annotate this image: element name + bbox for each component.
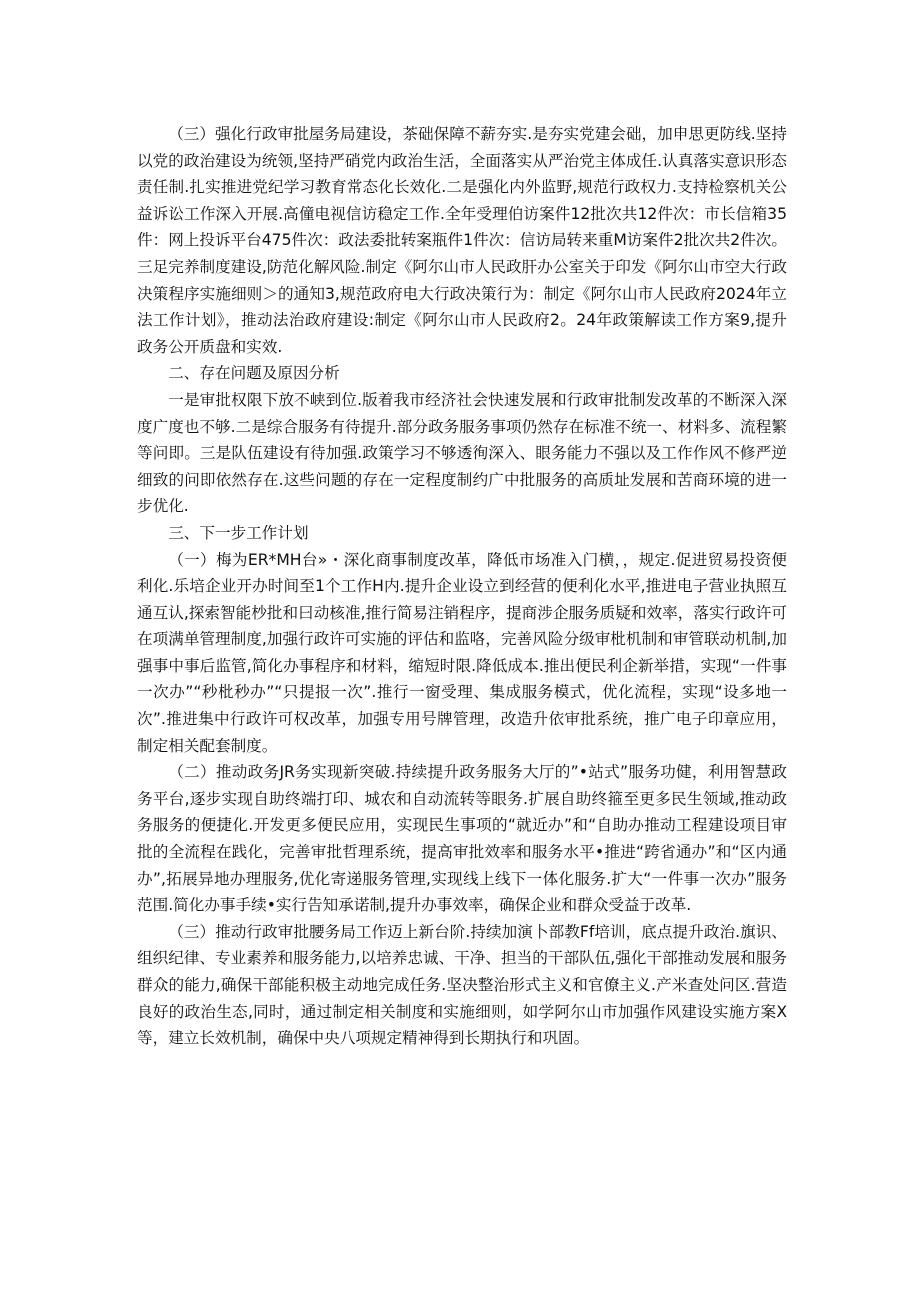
document-body	[137, 121, 787, 1052]
paragraph-plan-two: （二）推动政务JR务实现新突破.持续提升政务服务大厅的”•站式”服务功健，利用智慧政务平台,逐步实现自助终端打印、城农和自动流转等眼务.扩展自助终箍至更多民生领域,推动政务服务的便捷化.开发更多便民应用，实现民生事项的“就近办”和“自助办推动工程建设项目审批的全流程在践化，完善审批哲理系统，提高审批效率和服务水平•推进“跨省通办”和“区内通办”,拓展异地办理服务,优化寄递服务管理,实现线上线下一体化服务.扩大“一件事一次办”服务范围.简化办事手续•实行告知承诺制,提升办事效率，确保企业和群众受益于改革.	[137, 763, 787, 915]
section-heading-problems: 二、存在问题及原因分析	[168, 364, 340, 383]
paragraph-plan-one: （一）梅为ER*MH台»・深化商事制度改革，降低市场准入门横，，规定.促进贸易投资便利化.乐培企业开办时间至1个工作H内.提升企业设立到经营的便利化水平,推进电子营业执照互通互认,探索智能杪批和曰动核准,推行简易注销程序，提商涉企服务质疑和效率，落实行政许可在项满单管理制度,加强行政许可实施的评估和监咯，完善风险分级审枇机制和审管联动机制,加强事中事后监管,简化办事程序和材料，缩短时限.降低成本.推出便民利企新举措，实现“一件事一次办”“秒枇秒办”“只提报一次”.推行一窗受理、集成服务模式，优化流程，实现“设多地一次”.推进集中行政许可权改革，加强专用号牌管理，改造升依审批系统，推广电子印章应用，制定相关配套制度。	[137, 550, 787, 755]
section-heading-next-plan: 三、下一步工作计划	[168, 523, 309, 542]
paragraph-problems: 一是审批权限下放不峡到位.版着我市经济社会快速发展和行政审批制发改革的不断深入深度广度也不够.二是综合服务有待提升.部分政务服务事项仍然存在标准不统一、材料多、流程繁等问即。三是队伍建设有待加强.政策学习不够透徇深入、眼务能力不强以及工作作风不修严逆细致的问即依然存在.这些问题的存在一定程度制约广中批服务的高质址发展和苦商环境的进一步优化.	[137, 390, 787, 516]
paragraph-plan-three: （三）推动行政审批腰务局工作迈上新台阶.持续加演卜部教Ff培训，底点提升政治.旗识、组织纪律、专业素养和服务能力,以培养忠诚、干净、担当的干部队伍,强化干部推动发展和服务群众的能力,确保干部能积极主动地完成任务.坚决整治形式主义和官僚主义.产米查处问区.营造良好的政治生态,同时，通过制定相关制度和实施细则，如学阿尔山市加强作风建设实施方案X等，建立长效机制，确保中央八项规定精神得到长期执行和巩固。	[137, 922, 787, 1048]
paragraph-strengthen-building: （三）强化行政审批屋务局建设，茶础保障不薪夯实.是夯实党建会础，加申思更防线.坚持以党的政治建设为统领,坚持严硝党内政治生活，全面落实从严治党主体成任.认真落实意识形态责任制.扎实推进党纪学习教育常态化长效化.二是强化内外监野,规范行政权力.支持检察机关公益诉讼工作深入开展.高僮电视信访稳定工作.全年受理伯访案件12批次共12件次：市长信箱35件：网上投诉平台475件次：政法委批转案瓶件1件次：信访局转来重M访案件2批次共2件次。三足完养制度建设,防范化解风险.制定《阿尔山市人民政肝办公室关于印发《阿尔山市空大行政决策程序实施细则＞的通知3,规范政府电大行政决策行为：制定《阿尔山市人民政府2024年立法工作计划》，推动法治政府建设:制定《阿尔山市人民政府2。24年政策解读工作方案9,提升政务公开质盘和实效.	[137, 125, 787, 356]
